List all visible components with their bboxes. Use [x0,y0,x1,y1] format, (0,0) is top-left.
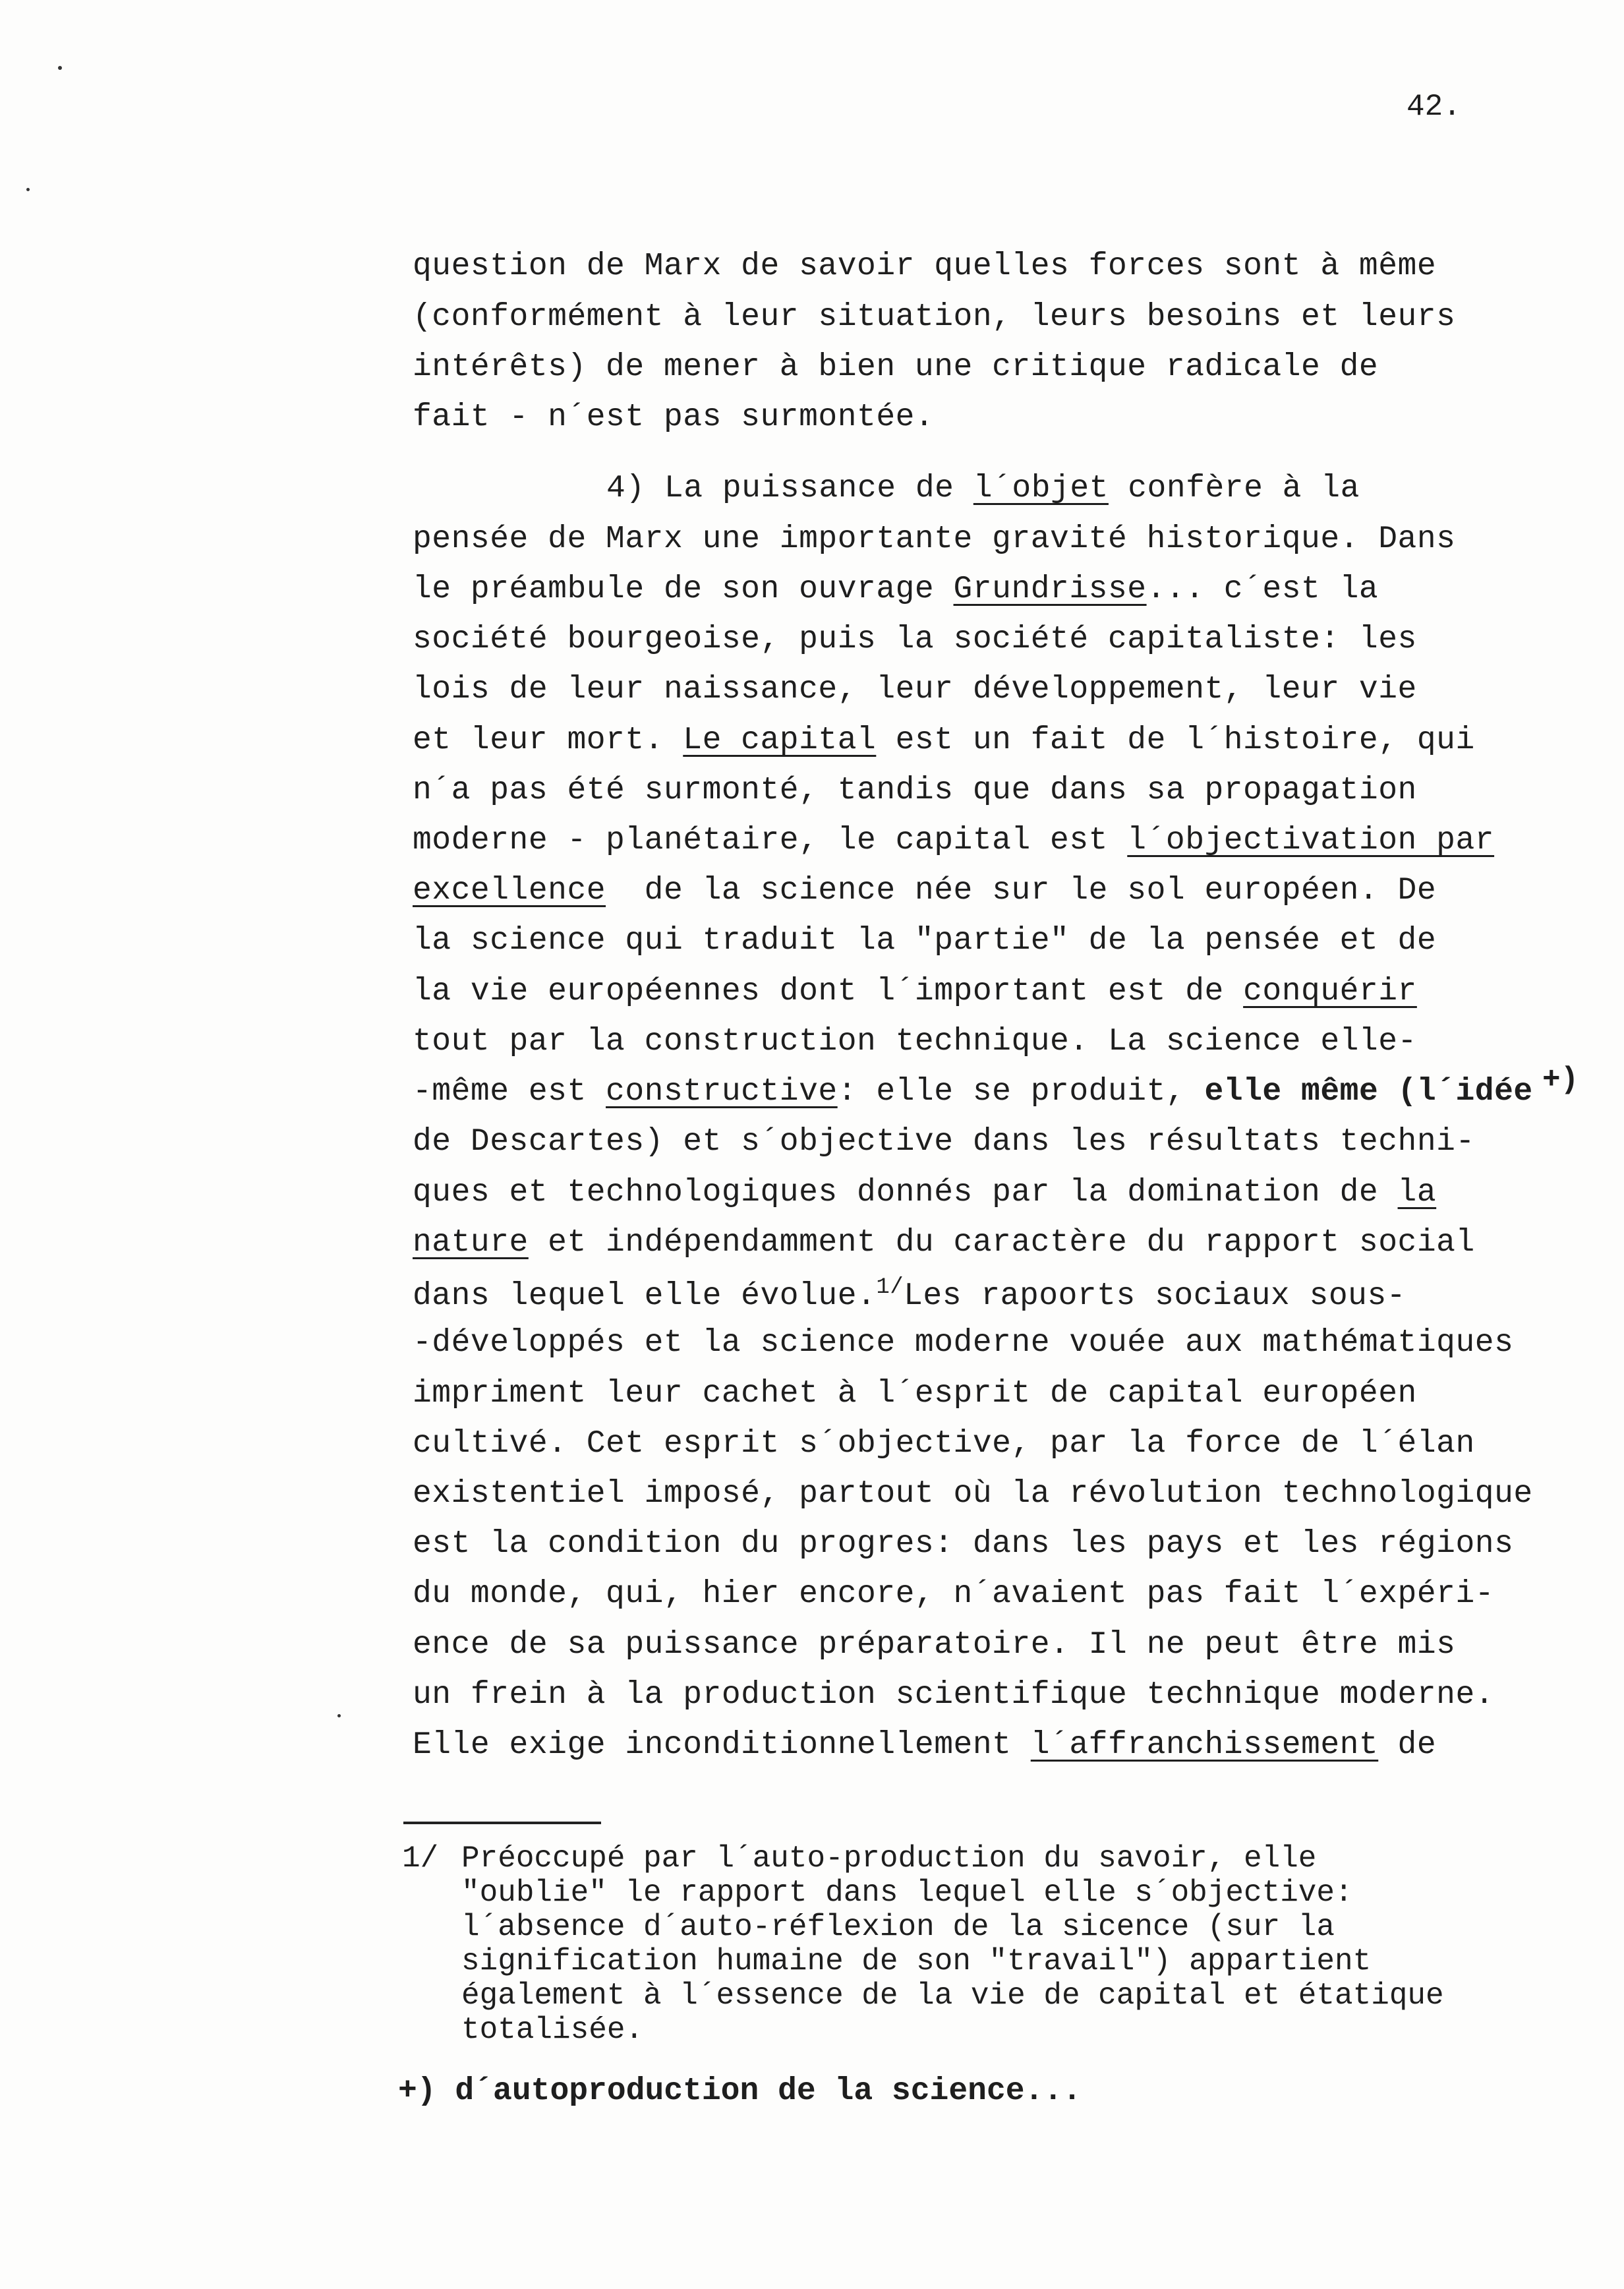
text-line [413,622,1417,657]
text-segment: 4) La puissance de [606,471,973,506]
footnote-marker: 1/ [402,1841,439,1876]
text-segment: intérêts) de mener à bien une critique radicale de [413,349,1379,385]
text-segment: est un fait de l´histoire, qui [876,723,1475,758]
text-segment: : elle se produit, [837,1074,1205,1110]
text-segment: impriment leur cachet à l´esprit de capital européen [413,1376,1417,1412]
scan-speck [337,1714,341,1717]
underlined-phrase: excellence [413,873,606,908]
text-line [413,873,1436,908]
text-segment: confère à la [1108,471,1360,506]
underlined-phrase: conquérir [1243,974,1417,1009]
text-segment: ence de sa puissance préparatoire. Il ne peut être mis [413,1627,1456,1663]
scan-speck [58,66,62,70]
text-line [413,1074,1533,1110]
underlined-phrase: l´objet [973,471,1109,506]
text-line [413,1627,1455,1663]
footnote-line: également à l´essence de la vie de capital et étatique [461,1978,1444,2013]
text-segment: fait - n´est pas surmontée. [413,400,935,435]
underlined-phrase: nature [413,1225,529,1261]
underlined-phrase: la [1397,1175,1437,1210]
text-line [413,672,1417,707]
text-line [413,723,1475,758]
underlined-phrase: Le capital [683,723,877,758]
text-line [413,299,1455,335]
text-segment: Les rapoorts sociaux sous- [904,1278,1406,1314]
text-line [606,471,1360,506]
text-segment: et indépendamment du caractère du rapport social [528,1225,1475,1261]
scan-speck [26,188,30,191]
text-line [413,400,934,435]
underlined-phrase: constructive [606,1074,838,1110]
text-segment: ques et technologiques donnés par la domination de [413,1175,1398,1210]
text-segment: -même est [413,1074,606,1110]
text-segment: ... c´est la [1146,572,1379,607]
text-segment: de la science née sur le sol européen. De [606,873,1437,908]
text-line [413,1275,1406,1314]
text-line [413,249,1436,284]
text-line [413,1024,1417,1059]
underlined-phrase: l´objectivation par [1127,823,1495,858]
text-segment: lois de leur naissance, leur développement, leur vie [413,672,1417,707]
footnote-line: l´absence d´auto-réflexion de la sicence (sur la [461,1910,1335,1944]
page-number: 42. [1406,90,1461,124]
handwritten-addendum: +) d´autoproduction de la science... [398,2073,1082,2109]
text-line [413,1526,1513,1562]
text-line [413,1124,1475,1160]
text-line [413,923,1436,959]
text-segment: (conformément à leur situation, leurs besoins et leurs [413,299,1456,335]
text-line [413,773,1417,808]
footnote-separator [403,1822,601,1824]
text-line [413,1175,1436,1210]
text-segment: elle même (l´idée [1204,1074,1533,1110]
text-line [413,1476,1533,1512]
text-line [413,1677,1494,1713]
underlined-phrase: l´affranchissement [1030,1727,1379,1763]
text-line [413,1426,1475,1462]
footnote-line: "oublie" le rapport dans lequel elle s´objective: [461,1876,1353,1910]
text-segment: n´a pas été surmonté, tandis que dans sa propagation [413,773,1417,808]
text-line [413,1325,1513,1361]
text-segment: la science qui traduit la "partie" de la pensée et de [413,923,1437,959]
text-segment: existentiel imposé, partout où la révolution technologique [413,1476,1533,1512]
text-segment: tout par la construction technique. La science elle- [413,1024,1417,1059]
text-segment: cultivé. Cet esprit s´objective, par la force de l´élan [413,1426,1475,1462]
text-segment: un frein à la production scientifique technique moderne. [413,1677,1495,1713]
text-line [413,1576,1494,1612]
text-segment: de Descartes) et s´objective dans les résultats techni- [413,1124,1475,1160]
footnote-line: signification humaine de son "travail") appartient [461,1944,1372,1978]
text-line [413,1225,1475,1261]
underlined-phrase: Grundrisse [953,572,1147,607]
text-segment: question de Marx de savoir quelles forces sont à même [413,249,1437,284]
text-segment: la vie européennes dont l´important est de [413,974,1244,1009]
footnote-line: totalisée. [461,2013,644,2047]
text-segment: et leur mort. [413,723,683,758]
text-segment: Elle exige inconditionnellement [413,1727,1031,1763]
text-segment: moderne - planétaire, le capital est [413,823,1128,858]
text-segment: pensée de Marx une importante gravité historique. Dans [413,521,1456,557]
text-line [413,521,1455,557]
insertion-mark: +) [1542,1063,1579,1097]
text-line [413,823,1494,858]
text-segment: dans lequel elle évolue. [413,1278,877,1314]
footnote-line: Préoccupé par l´auto-production du savoir, elle [461,1841,1317,1876]
text-segment: le préambule de son ouvrage [413,572,954,607]
text-line [413,1376,1417,1412]
text-segment: -développés et la science moderne vouée aux mathématiques [413,1325,1514,1361]
text-line [413,1727,1436,1763]
footnote-reference: 1/ [876,1275,904,1300]
text-segment: de [1378,1727,1437,1763]
text-line [413,349,1378,385]
text-line [413,572,1378,607]
text-segment: est la condition du progres: dans les pays et les régions [413,1526,1514,1562]
text-segment: société bourgeoise, puis la société capitaliste: les [413,622,1417,657]
text-line [413,974,1417,1009]
text-segment: du monde, qui, hier encore, n´avaient pas fait l´expéri- [413,1576,1495,1612]
